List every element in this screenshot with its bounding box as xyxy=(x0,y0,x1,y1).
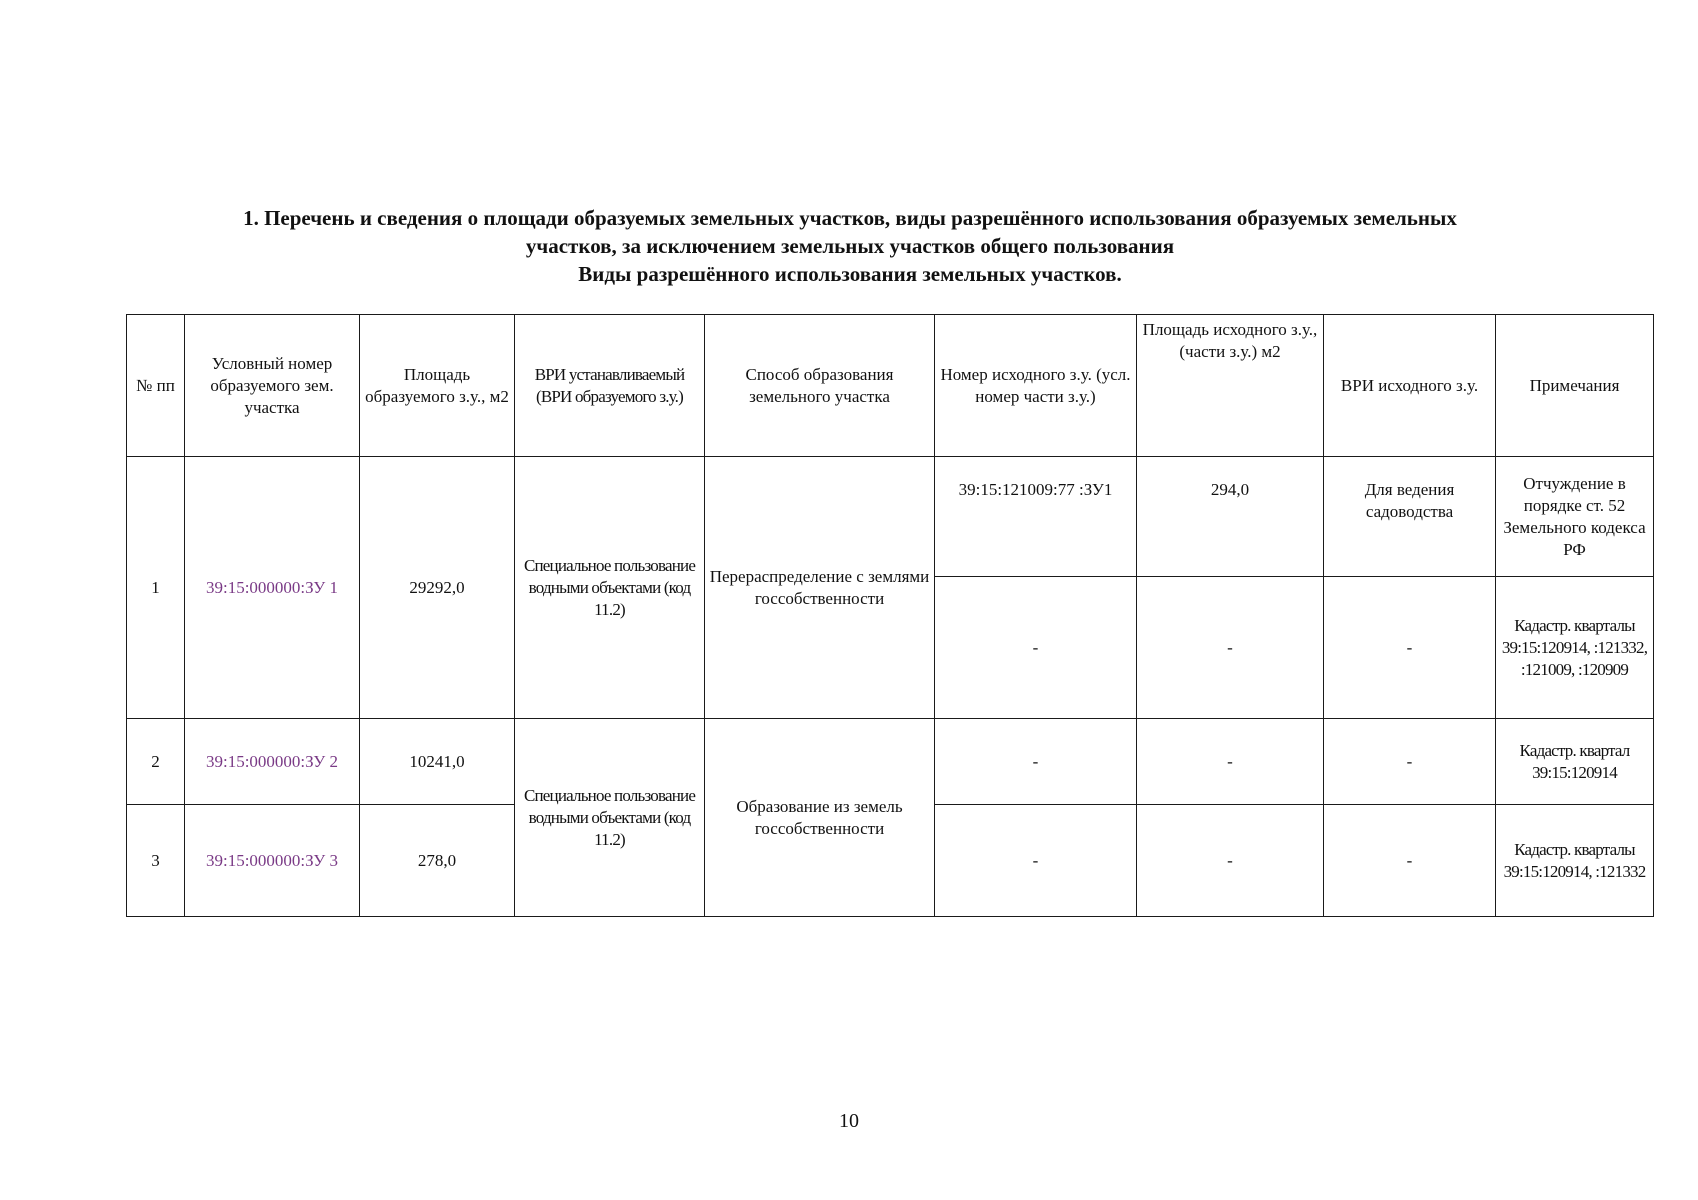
header-vri: ВРИ устанавливаемый (ВРИ образуемого з.у.) xyxy=(515,315,705,457)
row1-method: Перераспределение с землями госсобственности xyxy=(705,457,935,719)
row1a-notes: Отчуждение в порядке ст. 52 Земельного кодекса РФ xyxy=(1496,457,1654,577)
header-area: Площадь образуемого з.у., м2 xyxy=(360,315,515,457)
row2-notes: Кадастр. квартал 39:15:120914 xyxy=(1496,719,1654,805)
document-heading xyxy=(120,204,1580,288)
header-method: Способ образования земельного участка xyxy=(705,315,935,457)
row3-notes: Кадастр. кварталы 39:15:120914, :121332 xyxy=(1496,805,1654,917)
row3-source-area: - xyxy=(1137,805,1324,917)
row3-area: 278,0 xyxy=(360,805,515,917)
row1a-source-vri: Для ведения садоводства xyxy=(1324,457,1496,577)
row3-source-vri: - xyxy=(1324,805,1496,917)
table-row xyxy=(127,719,1654,805)
row1a-source-number: 39:15:121009:77 :ЗУ1 xyxy=(935,457,1137,577)
heading-line-3: Виды разрешённого использования земельных участков. xyxy=(578,262,1122,286)
header-cond-number: Условный номер образуемого зем. участка xyxy=(185,315,360,457)
table-header-row xyxy=(127,315,1654,457)
group23-vri: Специальное пользование водными объектами (код 11.2) xyxy=(515,719,705,917)
header-notes: Примечания xyxy=(1496,315,1654,457)
header-num: № пп xyxy=(127,315,185,457)
row2-num: 2 xyxy=(127,719,185,805)
heading-line-2: участков, за исключением земельных участков общего пользования xyxy=(525,234,1175,258)
row1-vri: Специальное пользование водными объектами (код 11.2) xyxy=(515,457,705,719)
row3-num: 3 xyxy=(127,805,185,917)
row2-source-vri: - xyxy=(1324,719,1496,805)
row1a-source-area: 294,0 xyxy=(1137,457,1324,577)
row1-area: 29292,0 xyxy=(360,457,515,719)
row3-cond-number: 39:15:000000:ЗУ 3 xyxy=(185,805,360,917)
table-row xyxy=(127,457,1654,577)
heading-line-1: 1. Перечень и сведения о площади образуемых земельных участков, виды разрешённого использования образуемых земельных xyxy=(243,206,1457,230)
row1b-source-area: - xyxy=(1137,577,1324,719)
row1b-source-vri: - xyxy=(1324,577,1496,719)
header-source-number: Номер исходного з.у. (усл. номер части з.у.) xyxy=(935,315,1137,457)
row1-num: 1 xyxy=(127,457,185,719)
row2-cond-number: 39:15:000000:ЗУ 2 xyxy=(185,719,360,805)
row2-source-number: - xyxy=(935,719,1137,805)
header-source-vri: ВРИ исходного з.у. xyxy=(1324,315,1496,457)
header-source-area: Площадь исходного з.у., (части з.у.) м2 xyxy=(1137,315,1324,457)
page-number: 10 xyxy=(839,1110,859,1132)
row2-source-area: - xyxy=(1137,719,1324,805)
row2-area: 10241,0 xyxy=(360,719,515,805)
land-plots-table xyxy=(126,314,1654,917)
group23-method: Образование из земель госсобственности xyxy=(705,719,935,917)
row1b-notes: Кадастр. кварталы 39:15:120914, :121332, :121009, :120909 xyxy=(1496,577,1654,719)
row1-cond-number: 39:15:000000:ЗУ 1 xyxy=(185,457,360,719)
row1b-source-number: - xyxy=(935,577,1137,719)
row3-source-number: - xyxy=(935,805,1137,917)
